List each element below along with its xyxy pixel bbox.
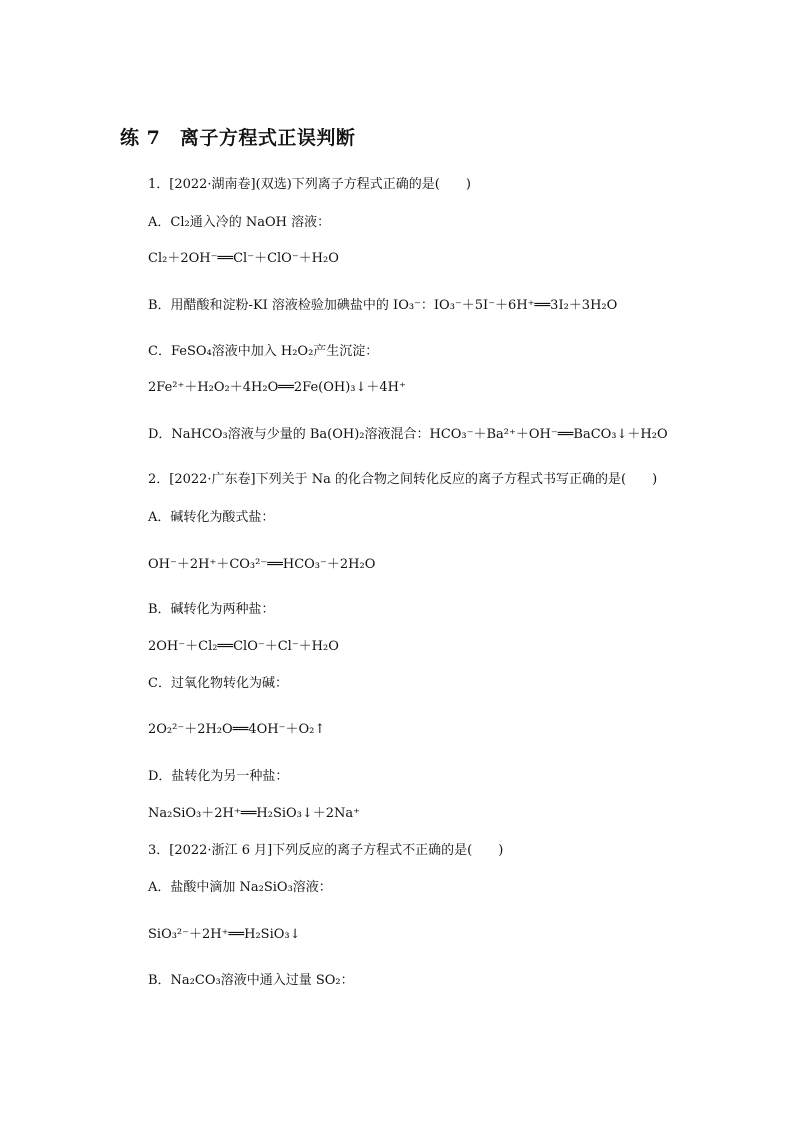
q3-stem: 3．[2022·浙江 6 月]下列反应的离子方程式不正确的是( ) bbox=[148, 843, 504, 858]
page-title: 练 7 离子方程式正误判断 bbox=[120, 127, 356, 149]
q1-option-a-label: A．Cl₂通入冷的 NaOH 溶液： bbox=[148, 215, 331, 230]
q1-option-c-equation: 2Fe²⁺＋H₂O₂＋4H₂O══2Fe(OH)₃↓＋4H⁺ bbox=[148, 380, 406, 395]
q1-option-b: B．用醋酸和淀粉-KI 溶液检验加碘盐中的 IO₃⁻：IO₃⁻＋5I⁻＋6H⁺══3I₂＋3H₂O bbox=[148, 298, 618, 313]
q1-option-c-label: C．FeSO₄溶液中加入 H₂O₂产生沉淀： bbox=[148, 344, 379, 359]
q3-option-b-label: B．Na₂CO₃溶液中通入过量 SO₂： bbox=[148, 973, 354, 988]
q3-option-a-label: A．盐酸中滴加 Na₂SiO₃溶液： bbox=[148, 880, 332, 895]
q1-option-a-equation: Cl₂＋2OH⁻══Cl⁻＋ClO⁻＋H₂O bbox=[148, 251, 339, 266]
q2-option-b-equation: 2OH⁻＋Cl₂══ClO⁻＋Cl⁻＋H₂O bbox=[148, 639, 339, 654]
q3-option-a-equation: SiO₃²⁻＋2H⁺══H₂SiO₃↓ bbox=[148, 927, 301, 942]
q2-option-c-equation: 2O₂²⁻＋2H₂O══4OH⁻＋O₂↑ bbox=[148, 722, 326, 737]
q2-option-b-label: B．碱转化为两种盐： bbox=[148, 602, 275, 617]
q1-stem: 1．[2022·湖南卷](双选)下列离子方程式正确的是( ) bbox=[148, 177, 471, 192]
q2-option-d-label: D．盐转化为另一种盐： bbox=[148, 769, 289, 784]
q2-stem: 2．[2022·广东卷]下列关于 Na 的化合物之间转化反应的离子方程式书写正确的是( ) bbox=[148, 472, 658, 487]
q1-option-d: D．NaHCO₃溶液与少量的 Ba(OH)₂溶液混合：HCO₃⁻＋Ba²⁺＋OH⁻══BaCO₃↓＋H₂O bbox=[148, 427, 668, 442]
q2-option-d-equation: Na₂SiO₃＋2H⁺══H₂SiO₃↓＋2Na⁺ bbox=[148, 806, 361, 821]
q2-option-a-equation: OH⁻＋2H⁺＋CO₃²⁻══HCO₃⁻＋2H₂O bbox=[148, 557, 376, 572]
q2-option-c-label: C．过氧化物转化为碱： bbox=[148, 676, 288, 691]
q2-option-a-label: A．碱转化为酸式盐： bbox=[148, 510, 275, 525]
